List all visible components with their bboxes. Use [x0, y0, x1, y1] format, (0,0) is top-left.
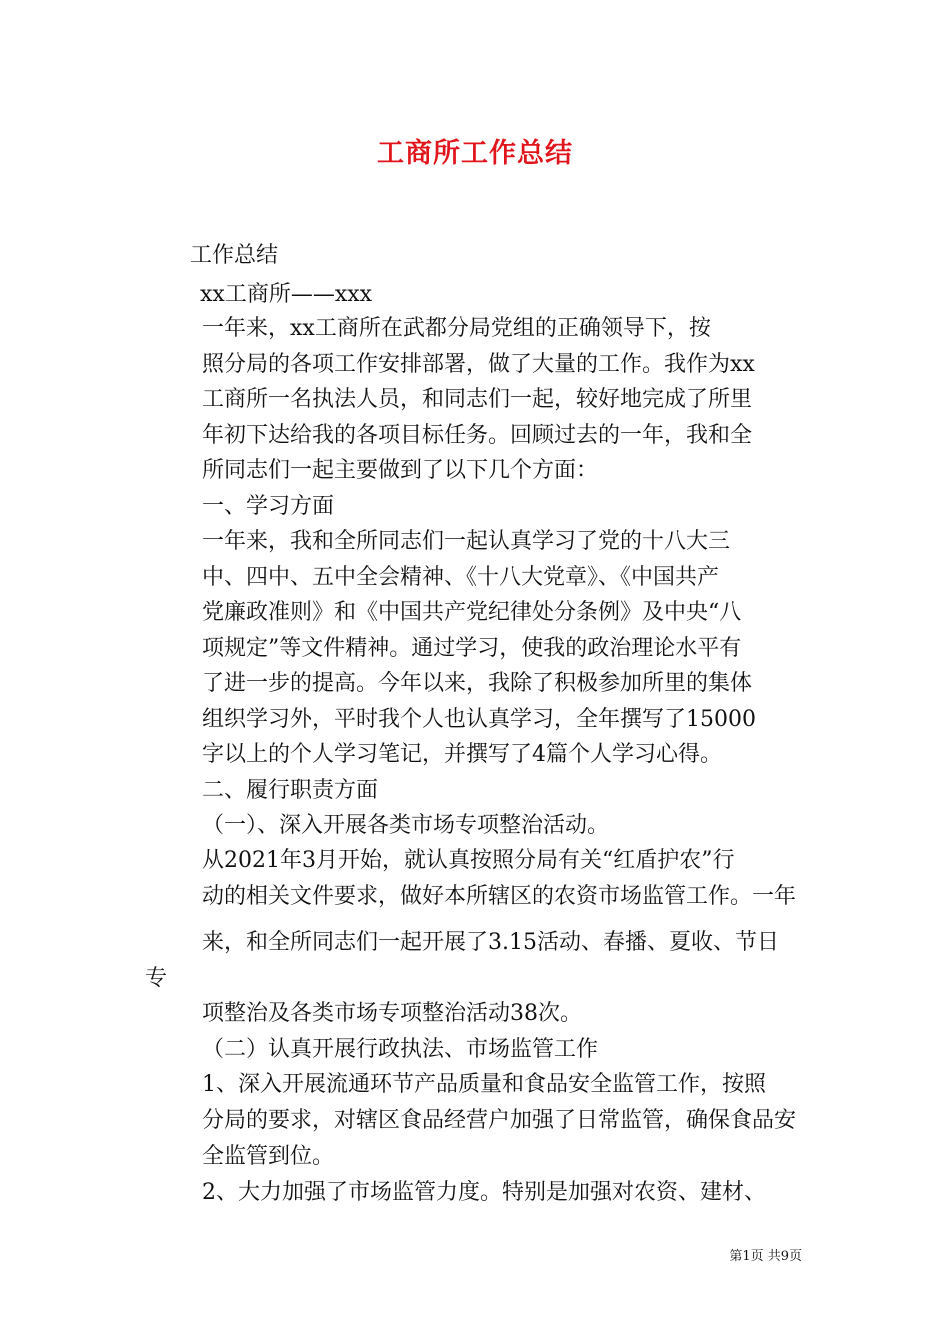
paragraph-line: 工商所一名执法人员，和同志们一起，较好地完成了所里	[202, 387, 753, 412]
page-number-footer: 第1页 共9页	[729, 1249, 802, 1264]
paragraph-line: 项整治及各类市场专项整治活动38次。	[202, 1001, 582, 1026]
paragraph-line: 照分局的各项工作安排部署，做了大量的工作。我作为xx	[202, 352, 755, 377]
paragraph-line: 工作总结	[190, 243, 279, 268]
subsection-heading: （二）认真开展行政执法、市场监管工作	[202, 1037, 599, 1062]
paragraph-line: 字以上的个人学习笔记，并撰写了4篇个人学习心得。	[202, 742, 722, 767]
paragraph-line: 一年来，我和全所同志们一起认真学习了党的十八大三	[202, 529, 731, 554]
paragraph-line: 组织学习外，平时我个人也认真学习，全年撰写了15000	[202, 707, 756, 732]
paragraph-line: 年初下达给我的各项目标任务。回顾过去的一年，我和全	[202, 423, 753, 448]
paragraph-line: 专	[145, 966, 168, 991]
subsection-heading: （一）、深入开展各类市场专项整治活动。	[202, 813, 610, 838]
paragraph-line: 分局的要求，对辖区食品经营户加强了日常监管，确保食品安	[202, 1108, 797, 1133]
paragraph-line: 中、四中、五中全会精神、《十八大党章》、《中国共产	[202, 565, 720, 590]
paragraph-line: 2、大力加强了市场监管力度。特别是加强对农资、建材、	[202, 1180, 766, 1205]
section-heading: 一、学习方面	[202, 494, 335, 519]
paragraph-line: 1、深入开展流通环节产品质量和食品安全监管工作，按照	[202, 1072, 766, 1097]
paragraph-line: 项规定”等文件精神。通过学习，使我的政治理论水平有	[202, 636, 742, 661]
paragraph-line: 一年来，xx工商所在武都分局党组的正确领导下，按	[202, 316, 711, 341]
paragraph-line: 动的相关文件要求，做好本所辖区的农资市场监管工作。一年	[202, 884, 797, 909]
paragraph-line: 来，和全所同志们一起开展了3.15活动、春播、夏收、节日	[202, 930, 779, 955]
paragraph-line: 所同志们一起主要做到了以下几个方面：	[202, 458, 599, 483]
paragraph-line: 从2021年3月开始，就认真按照分局有关“红盾护农”行	[202, 848, 735, 873]
paragraph-line: 全监管到位。	[202, 1144, 335, 1169]
paragraph-line: 党廉政准则》和《中国共产党纪律处分条例》及中央“八	[202, 600, 742, 625]
section-heading: 二、履行职责方面	[202, 778, 379, 803]
document-title: 工商所工作总结	[377, 138, 573, 169]
paragraph-line: 了进一步的提高。今年以来，我除了积极参加所里的集体	[202, 671, 753, 696]
paragraph-line: xx工商所——xxx	[200, 282, 373, 307]
